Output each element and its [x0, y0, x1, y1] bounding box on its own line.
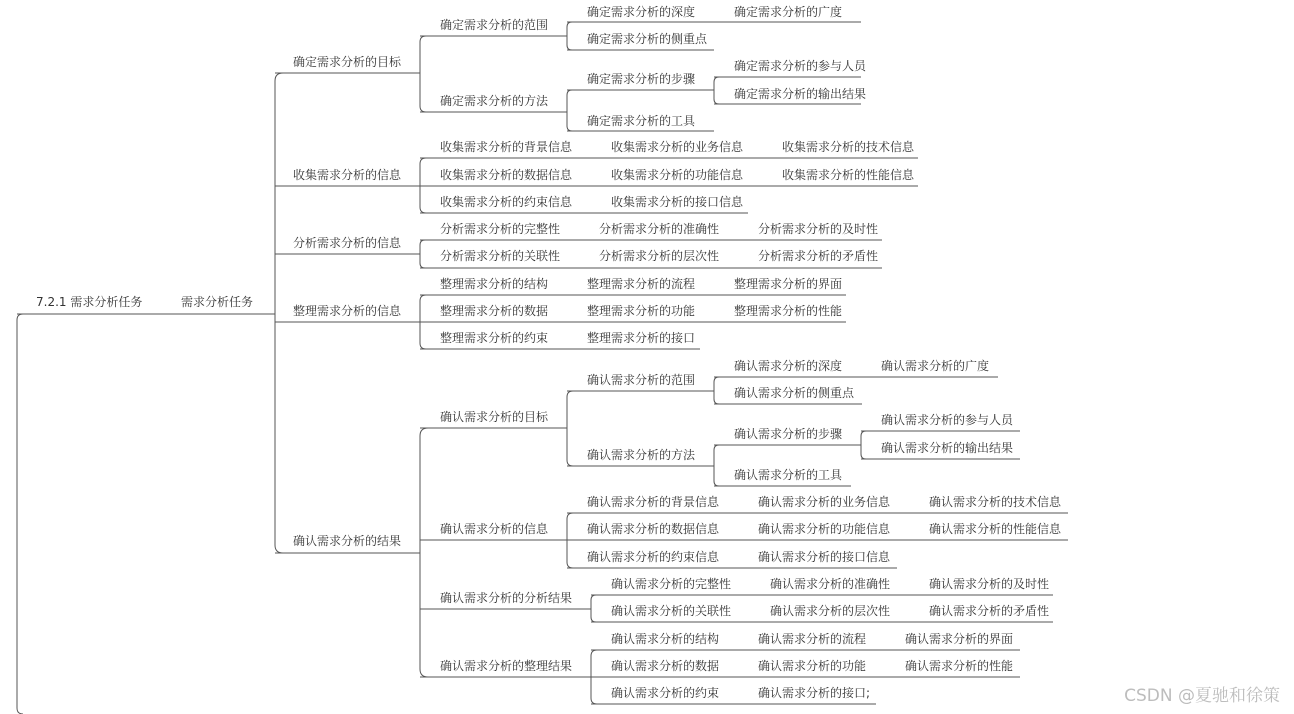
node-confirm-ui[interactable]: 确认需求分析的界面 — [905, 632, 1014, 646]
node-confirm-process[interactable]: 确认需求分析的流程 — [758, 632, 867, 646]
node-confirm-function[interactable]: 确认需求分析的功能 — [758, 659, 867, 673]
node-collect-function[interactable]: 收集需求分析的功能信息 — [611, 168, 744, 182]
connector-bracket — [420, 240, 425, 268]
connector-bracket — [420, 428, 428, 677]
node-analyze-accuracy[interactable]: 分析需求分析的准确性 — [599, 222, 720, 236]
node-confirm-goal[interactable]: 确认需求分析的目标 — [440, 410, 549, 424]
node-confirm-timeliness[interactable]: 确认需求分析的及时性 — [929, 577, 1050, 591]
node-organize-constraint[interactable]: 整理需求分析的约束 — [440, 331, 549, 345]
central-topic[interactable]: 需求分析任务 — [181, 295, 254, 309]
connector-bracket — [714, 77, 719, 104]
node-confirm-performance[interactable]: 确认需求分析的性能 — [905, 659, 1014, 673]
node-organize-interface[interactable]: 整理需求分析的接口 — [587, 331, 696, 345]
node-confirm-breadth[interactable]: 确认需求分析的广度 — [881, 359, 990, 373]
node-confirm-steps[interactable]: 确认需求分析的步骤 — [734, 427, 843, 441]
branch-organize-info[interactable]: 整理需求分析的信息 — [293, 304, 402, 318]
node-confirm-scope[interactable]: 确认需求分析的范围 — [587, 373, 696, 387]
node-collect-background[interactable]: 收集需求分析的背景信息 — [440, 140, 573, 154]
node-confirm-constraintinfo[interactable]: 确认需求分析的约束信息 — [587, 550, 720, 564]
node-confirm-business[interactable]: 确认需求分析的业务信息 — [758, 495, 891, 509]
branch-confirm-results[interactable]: 确认需求分析的结果 — [293, 534, 402, 548]
node-determine-tools[interactable]: 确定需求分析的工具 — [587, 114, 696, 128]
node-determine-method[interactable]: 确定需求分析的方法 — [440, 94, 549, 108]
node-confirm-depth[interactable]: 确认需求分析的深度 — [734, 359, 843, 373]
node-collect-business[interactable]: 收集需求分析的业务信息 — [611, 140, 744, 154]
node-organize-process[interactable]: 整理需求分析的流程 — [587, 277, 696, 291]
node-analyze-hierarchy[interactable]: 分析需求分析的层次性 — [599, 249, 720, 263]
node-confirm-participants[interactable]: 确认需求分析的参与人员 — [881, 413, 1014, 427]
topic-nodes — [36, 4, 1062, 700]
connector-bracket — [861, 431, 866, 459]
node-determine-depth[interactable]: 确定需求分析的深度 — [587, 5, 696, 19]
node-determine-steps[interactable]: 确定需求分析的步骤 — [587, 72, 696, 86]
node-determine-outputs[interactable]: 确定需求分析的输出结果 — [734, 87, 867, 101]
node-collect-data[interactable]: 收集需求分析的数据信息 — [440, 168, 573, 182]
node-confirm-interface[interactable]: 确认需求分析的接口; — [758, 686, 871, 700]
node-determine-focus[interactable]: 确定需求分析的侧重点 — [587, 32, 708, 46]
node-confirm-method[interactable]: 确认需求分析的方法 — [587, 448, 696, 462]
node-collect-interface[interactable]: 收集需求分析的接口信息 — [611, 195, 744, 209]
node-confirm-info[interactable]: 确认需求分析的信息 — [440, 522, 549, 536]
node-confirm-accuracy[interactable]: 确认需求分析的准确性 — [770, 577, 891, 591]
node-confirm-technical[interactable]: 确认需求分析的技术信息 — [929, 495, 1062, 509]
node-organize-ui[interactable]: 整理需求分析的界面 — [734, 277, 843, 291]
branch-analyze-info[interactable]: 分析需求分析的信息 — [293, 236, 402, 250]
connector-bracket — [567, 391, 573, 466]
connector-bracket — [591, 595, 596, 622]
node-organize-performance[interactable]: 整理需求分析的性能 — [734, 304, 843, 318]
node-confirm-analysis[interactable]: 确认需求分析的分析结果 — [440, 591, 573, 605]
node-analyze-completeness[interactable]: 分析需求分析的完整性 — [440, 222, 561, 236]
node-organize-data[interactable]: 整理需求分析的数据 — [440, 304, 549, 318]
node-confirm-performanceinfo[interactable]: 确认需求分析的性能信息 — [929, 522, 1062, 536]
connector-bracket — [567, 90, 572, 131]
node-confirm-organize[interactable]: 确认需求分析的整理结果 — [440, 659, 573, 673]
connector-bracket — [420, 36, 426, 112]
node-confirm-outputs[interactable]: 确认需求分析的输出结果 — [881, 441, 1014, 455]
node-determine-scope[interactable]: 确定需求分析的范围 — [440, 18, 549, 32]
node-confirm-hierarchy[interactable]: 确认需求分析的层次性 — [770, 604, 891, 618]
node-confirm-relevance[interactable]: 确认需求分析的关联性 — [611, 604, 732, 618]
node-determine-participants[interactable]: 确定需求分析的参与人员 — [734, 59, 867, 73]
connector-bracket — [714, 445, 719, 486]
node-confirm-constraint[interactable]: 确认需求分析的约束 — [611, 686, 720, 700]
node-organize-function[interactable]: 整理需求分析的功能 — [587, 304, 696, 318]
branch-determine-goal[interactable]: 确定需求分析的目标 — [293, 55, 402, 69]
node-collect-technical[interactable]: 收集需求分析的技术信息 — [782, 140, 915, 154]
node-organize-structure[interactable]: 整理需求分析的结构 — [440, 277, 549, 291]
node-collect-constraint[interactable]: 收集需求分析的约束信息 — [440, 195, 573, 209]
node-confirm-contradiction[interactable]: 确认需求分析的矛盾性 — [929, 604, 1050, 618]
node-determine-breadth[interactable]: 确定需求分析的广度 — [734, 5, 843, 19]
watermark-text: CSDN @夏驰和徐策 — [1124, 686, 1280, 706]
node-analyze-relevance[interactable]: 分析需求分析的关联性 — [440, 249, 561, 263]
node-confirm-functioninfo[interactable]: 确认需求分析的功能信息 — [758, 522, 891, 536]
node-confirm-structure[interactable]: 确认需求分析的结构 — [611, 632, 720, 646]
node-confirm-datainfo[interactable]: 确认需求分析的数据信息 — [587, 522, 720, 536]
root-topic[interactable]: 7.2.1 需求分析任务 — [36, 295, 143, 309]
connector-bracket — [714, 377, 719, 404]
connector-bracket — [275, 73, 283, 553]
node-confirm-completeness[interactable]: 确认需求分析的完整性 — [611, 577, 732, 591]
node-confirm-background[interactable]: 确认需求分析的背景信息 — [587, 495, 720, 509]
node-analyze-contradiction[interactable]: 分析需求分析的矛盾性 — [758, 249, 879, 263]
node-analyze-timeliness[interactable]: 分析需求分析的及时性 — [758, 222, 879, 236]
branch-collect-info[interactable]: 收集需求分析的信息 — [293, 168, 402, 182]
connector-bracket — [17, 314, 23, 714]
node-confirm-focus[interactable]: 确认需求分析的侧重点 — [734, 386, 855, 400]
node-confirm-data[interactable]: 确认需求分析的数据 — [611, 659, 720, 673]
node-collect-performance[interactable]: 收集需求分析的性能信息 — [782, 168, 915, 182]
node-confirm-interfaceinfo[interactable]: 确认需求分析的接口信息 — [758, 550, 891, 564]
node-confirm-tools[interactable]: 确认需求分析的工具 — [734, 468, 843, 482]
connector-bracket — [567, 22, 572, 50]
